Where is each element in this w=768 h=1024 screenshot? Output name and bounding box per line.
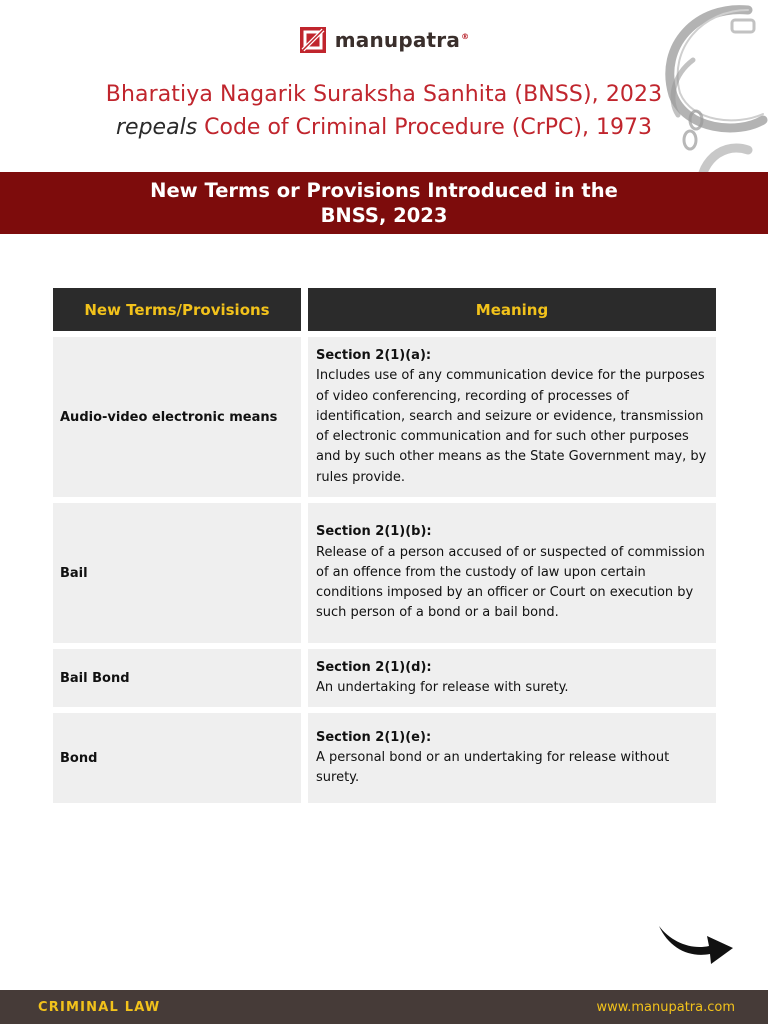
table-header-row — [53, 288, 716, 331]
brand-name: manupatra® — [334, 28, 470, 52]
footer-category: CRIMINAL LAW — [38, 999, 161, 1015]
meaning-text: A personal bond or an undertaking for release without surety. — [316, 749, 670, 786]
page-subtitle: repeals Code of Criminal Procedure (CrPC), 1973 — [116, 115, 652, 140]
meaning-text: Release of a person accused of or suspected of commission of an offence from the custody of law upon certain conditions imposed by an officer or Court on execution by such person of a bond or a bail bond. — [316, 544, 705, 621]
manupatra-logo-icon — [299, 26, 327, 54]
table-row — [53, 337, 716, 497]
table-row — [53, 649, 716, 707]
term-cell: Audio-video electronic means — [53, 337, 301, 497]
section-reference: Section 2(1)(b): — [316, 524, 432, 540]
page-title: Bharatiya Nagarik Suraksha Sanhita (BNSS), 2023 — [105, 82, 663, 107]
term-cell: Bond — [53, 713, 301, 803]
column-header-terms: New Terms/Provisions — [53, 288, 301, 331]
table-row — [53, 713, 716, 803]
section-reference: Section 2(1)(e): — [316, 729, 432, 745]
curved-arrow-right-icon[interactable] — [657, 920, 735, 966]
column-header-meaning: Meaning — [308, 288, 716, 331]
meaning-cell — [308, 713, 716, 803]
meaning-text: Includes use of any communication device for the purposes of video conferencing, recording of processes of identification, search and seizure or evidence, transmission of electronic communication and for such other purposes and by such other means as the State Government may, by rules provide. — [316, 368, 707, 485]
meaning-cell — [308, 503, 716, 643]
section-reference: Section 2(1)(a): — [316, 347, 432, 363]
meaning-cell — [308, 649, 716, 707]
meaning-cell — [308, 337, 716, 497]
term-cell: Bail — [53, 503, 301, 643]
section-banner: New Terms or Provisions Introduced in the BNSS, 2023 — [0, 172, 768, 234]
meaning-text: An undertaking for release with surety. — [316, 680, 569, 695]
provisions-table — [53, 288, 716, 809]
footer-website-link[interactable]: www.manupatra.com — [596, 999, 735, 1015]
page-footer — [0, 990, 768, 1024]
section-reference: Section 2(1)(d): — [316, 659, 432, 675]
repeals-word: repeals — [116, 115, 198, 140]
table-row — [53, 503, 716, 643]
term-cell: Bail Bond — [53, 649, 301, 707]
